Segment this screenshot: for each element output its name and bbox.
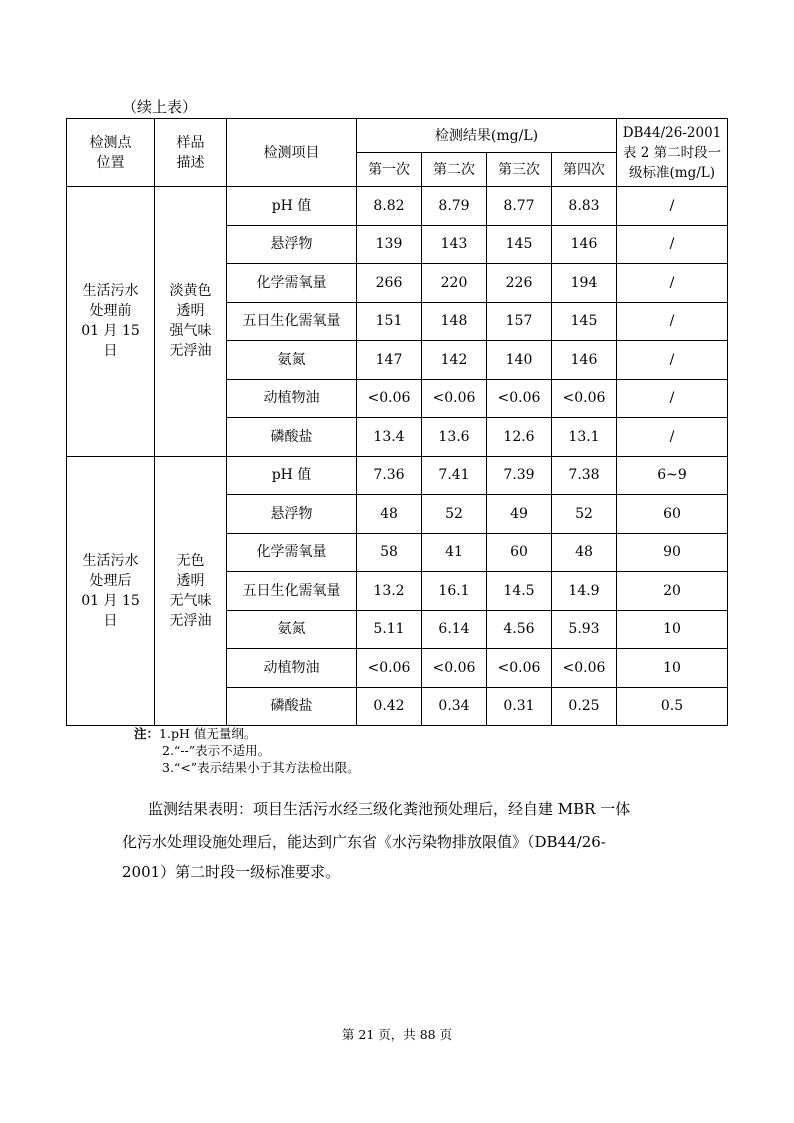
note-item: 3.“<”表示结果小于其方法检出限。 <box>162 760 360 775</box>
sample-description-cell: 无色 透明 无气味 无浮油 <box>155 456 227 726</box>
result-value-cell: 14.5 <box>487 572 552 611</box>
test-item-cell: 氨氮 <box>227 341 357 380</box>
test-item-cell: 五日生化需氧量 <box>227 302 357 341</box>
result-value-cell: 146 <box>552 225 617 264</box>
result-value-cell: 142 <box>422 341 487 380</box>
test-item-cell: 动植物油 <box>227 379 357 418</box>
table-row <box>67 187 728 226</box>
test-item-cell: 化学需氧量 <box>227 533 357 572</box>
sampling-point-cell: 生活污水 处理前 01 月 15 日 <box>67 187 155 457</box>
result-value-cell: 0.31 <box>487 687 552 726</box>
test-item-cell: 动植物油 <box>227 649 357 688</box>
result-value-cell: 145 <box>487 225 552 264</box>
standard-limit-cell: / <box>617 225 728 264</box>
standard-limit-cell: / <box>617 418 728 457</box>
result-value-cell: 7.39 <box>487 456 552 495</box>
result-value-cell: 143 <box>422 225 487 264</box>
test-item-cell: 磷酸盐 <box>227 687 357 726</box>
result-value-cell: 147 <box>357 341 422 380</box>
header-time: 第二次 <box>422 153 487 187</box>
result-value-cell: 139 <box>357 225 422 264</box>
result-value-cell: 6.14 <box>422 610 487 649</box>
result-value-cell: 140 <box>487 341 552 380</box>
standard-limit-cell: 20 <box>617 572 728 611</box>
result-value-cell: 220 <box>422 264 487 303</box>
header-item: 检测项目 <box>227 119 357 187</box>
result-value-cell: 13.2 <box>357 572 422 611</box>
test-item-cell: 氨氮 <box>227 610 357 649</box>
result-value-cell: 0.42 <box>357 687 422 726</box>
standard-limit-cell: 60 <box>617 495 728 534</box>
standard-limit-cell: / <box>617 302 728 341</box>
result-value-cell: 151 <box>357 302 422 341</box>
result-value-cell: 5.11 <box>357 610 422 649</box>
note-item: 1.pH 值无量纲。 <box>159 726 257 741</box>
paragraph-line: 监测结果表明：项目生活污水经三级化粪池预处理后，经自建 MBR 一体 <box>148 800 631 818</box>
result-value-cell: 58 <box>357 533 422 572</box>
result-value-cell: <0.06 <box>552 379 617 418</box>
result-value-cell: 49 <box>487 495 552 534</box>
test-item-cell: 磷酸盐 <box>227 418 357 457</box>
notes <box>134 725 360 776</box>
standard-limit-cell: / <box>617 264 728 303</box>
header-time: 第三次 <box>487 153 552 187</box>
paragraph-line: 2001）第二时段一级标准要求。 <box>122 863 341 881</box>
result-value-cell: <0.06 <box>357 649 422 688</box>
note-item: 2.“--”表示不适用。 <box>162 743 271 758</box>
standard-limit-cell: 10 <box>617 649 728 688</box>
result-value-cell: 41 <box>422 533 487 572</box>
header-time: 第一次 <box>357 153 422 187</box>
table-caption: （续上表） <box>122 98 198 116</box>
result-value-cell: <0.06 <box>552 649 617 688</box>
standard-limit-cell: / <box>617 379 728 418</box>
standard-limit-cell: / <box>617 187 728 226</box>
result-value-cell: 194 <box>552 264 617 303</box>
monitoring-results-table <box>66 118 728 726</box>
header-time: 第四次 <box>552 153 617 187</box>
result-value-cell: <0.06 <box>357 379 422 418</box>
result-value-cell: <0.06 <box>487 379 552 418</box>
result-value-cell: 13.4 <box>357 418 422 457</box>
result-value-cell: 48 <box>552 533 617 572</box>
standard-limit-cell: 10 <box>617 610 728 649</box>
result-value-cell: 157 <box>487 302 552 341</box>
page-footer: 第 21 页，共 88 页 <box>341 1027 453 1042</box>
result-value-cell: 48 <box>357 495 422 534</box>
result-value-cell: 16.1 <box>422 572 487 611</box>
paragraph-line: 化污水处理设施处理后，能达到广东省《水污染物排放限值》（DB44/26- <box>122 833 606 851</box>
test-item-cell: 化学需氧量 <box>227 264 357 303</box>
result-value-cell: 0.25 <box>552 687 617 726</box>
notes-label: 注： <box>134 726 160 741</box>
result-value-cell: 146 <box>552 341 617 380</box>
header-sample: 样品 描述 <box>155 119 227 187</box>
standard-limit-cell: 0.5 <box>617 687 728 726</box>
header-results: 检测结果(mg/L) <box>357 119 617 153</box>
result-value-cell: 13.1 <box>552 418 617 457</box>
result-value-cell: 8.83 <box>552 187 617 226</box>
header-standard: DB44/26-2001 表 2 第二时段一 级标准(mg/L) <box>617 119 728 187</box>
result-value-cell: 226 <box>487 264 552 303</box>
result-value-cell: 5.93 <box>552 610 617 649</box>
result-value-cell: 60 <box>487 533 552 572</box>
result-value-cell: 266 <box>357 264 422 303</box>
result-value-cell: 8.77 <box>487 187 552 226</box>
result-value-cell: 7.38 <box>552 456 617 495</box>
test-item-cell: 五日生化需氧量 <box>227 572 357 611</box>
result-value-cell: 13.6 <box>422 418 487 457</box>
result-value-cell: 8.79 <box>422 187 487 226</box>
result-value-cell: 148 <box>422 302 487 341</box>
standard-limit-cell: 6~9 <box>617 456 728 495</box>
result-value-cell: 8.82 <box>357 187 422 226</box>
standard-limit-cell: / <box>617 341 728 380</box>
result-value-cell: 52 <box>422 495 487 534</box>
sample-description-cell: 淡黄色 透明 强气味 无浮油 <box>155 187 227 457</box>
result-value-cell: 12.6 <box>487 418 552 457</box>
result-value-cell: 7.41 <box>422 456 487 495</box>
sampling-point-cell: 生活污水 处理后 01 月 15 日 <box>67 456 155 726</box>
result-value-cell: 14.9 <box>552 572 617 611</box>
header-point: 检测点 位置 <box>67 119 155 187</box>
test-item-cell: 悬浮物 <box>227 495 357 534</box>
test-item-cell: 悬浮物 <box>227 225 357 264</box>
test-item-cell: pH 值 <box>227 187 357 226</box>
result-value-cell: 52 <box>552 495 617 534</box>
table-row <box>67 456 728 495</box>
result-value-cell: 4.56 <box>487 610 552 649</box>
result-value-cell: <0.06 <box>487 649 552 688</box>
test-item-cell: pH 值 <box>227 456 357 495</box>
result-value-cell: 7.36 <box>357 456 422 495</box>
result-value-cell: <0.06 <box>422 649 487 688</box>
standard-limit-cell: 90 <box>617 533 728 572</box>
result-value-cell: 0.34 <box>422 687 487 726</box>
result-value-cell: 145 <box>552 302 617 341</box>
result-value-cell: <0.06 <box>422 379 487 418</box>
